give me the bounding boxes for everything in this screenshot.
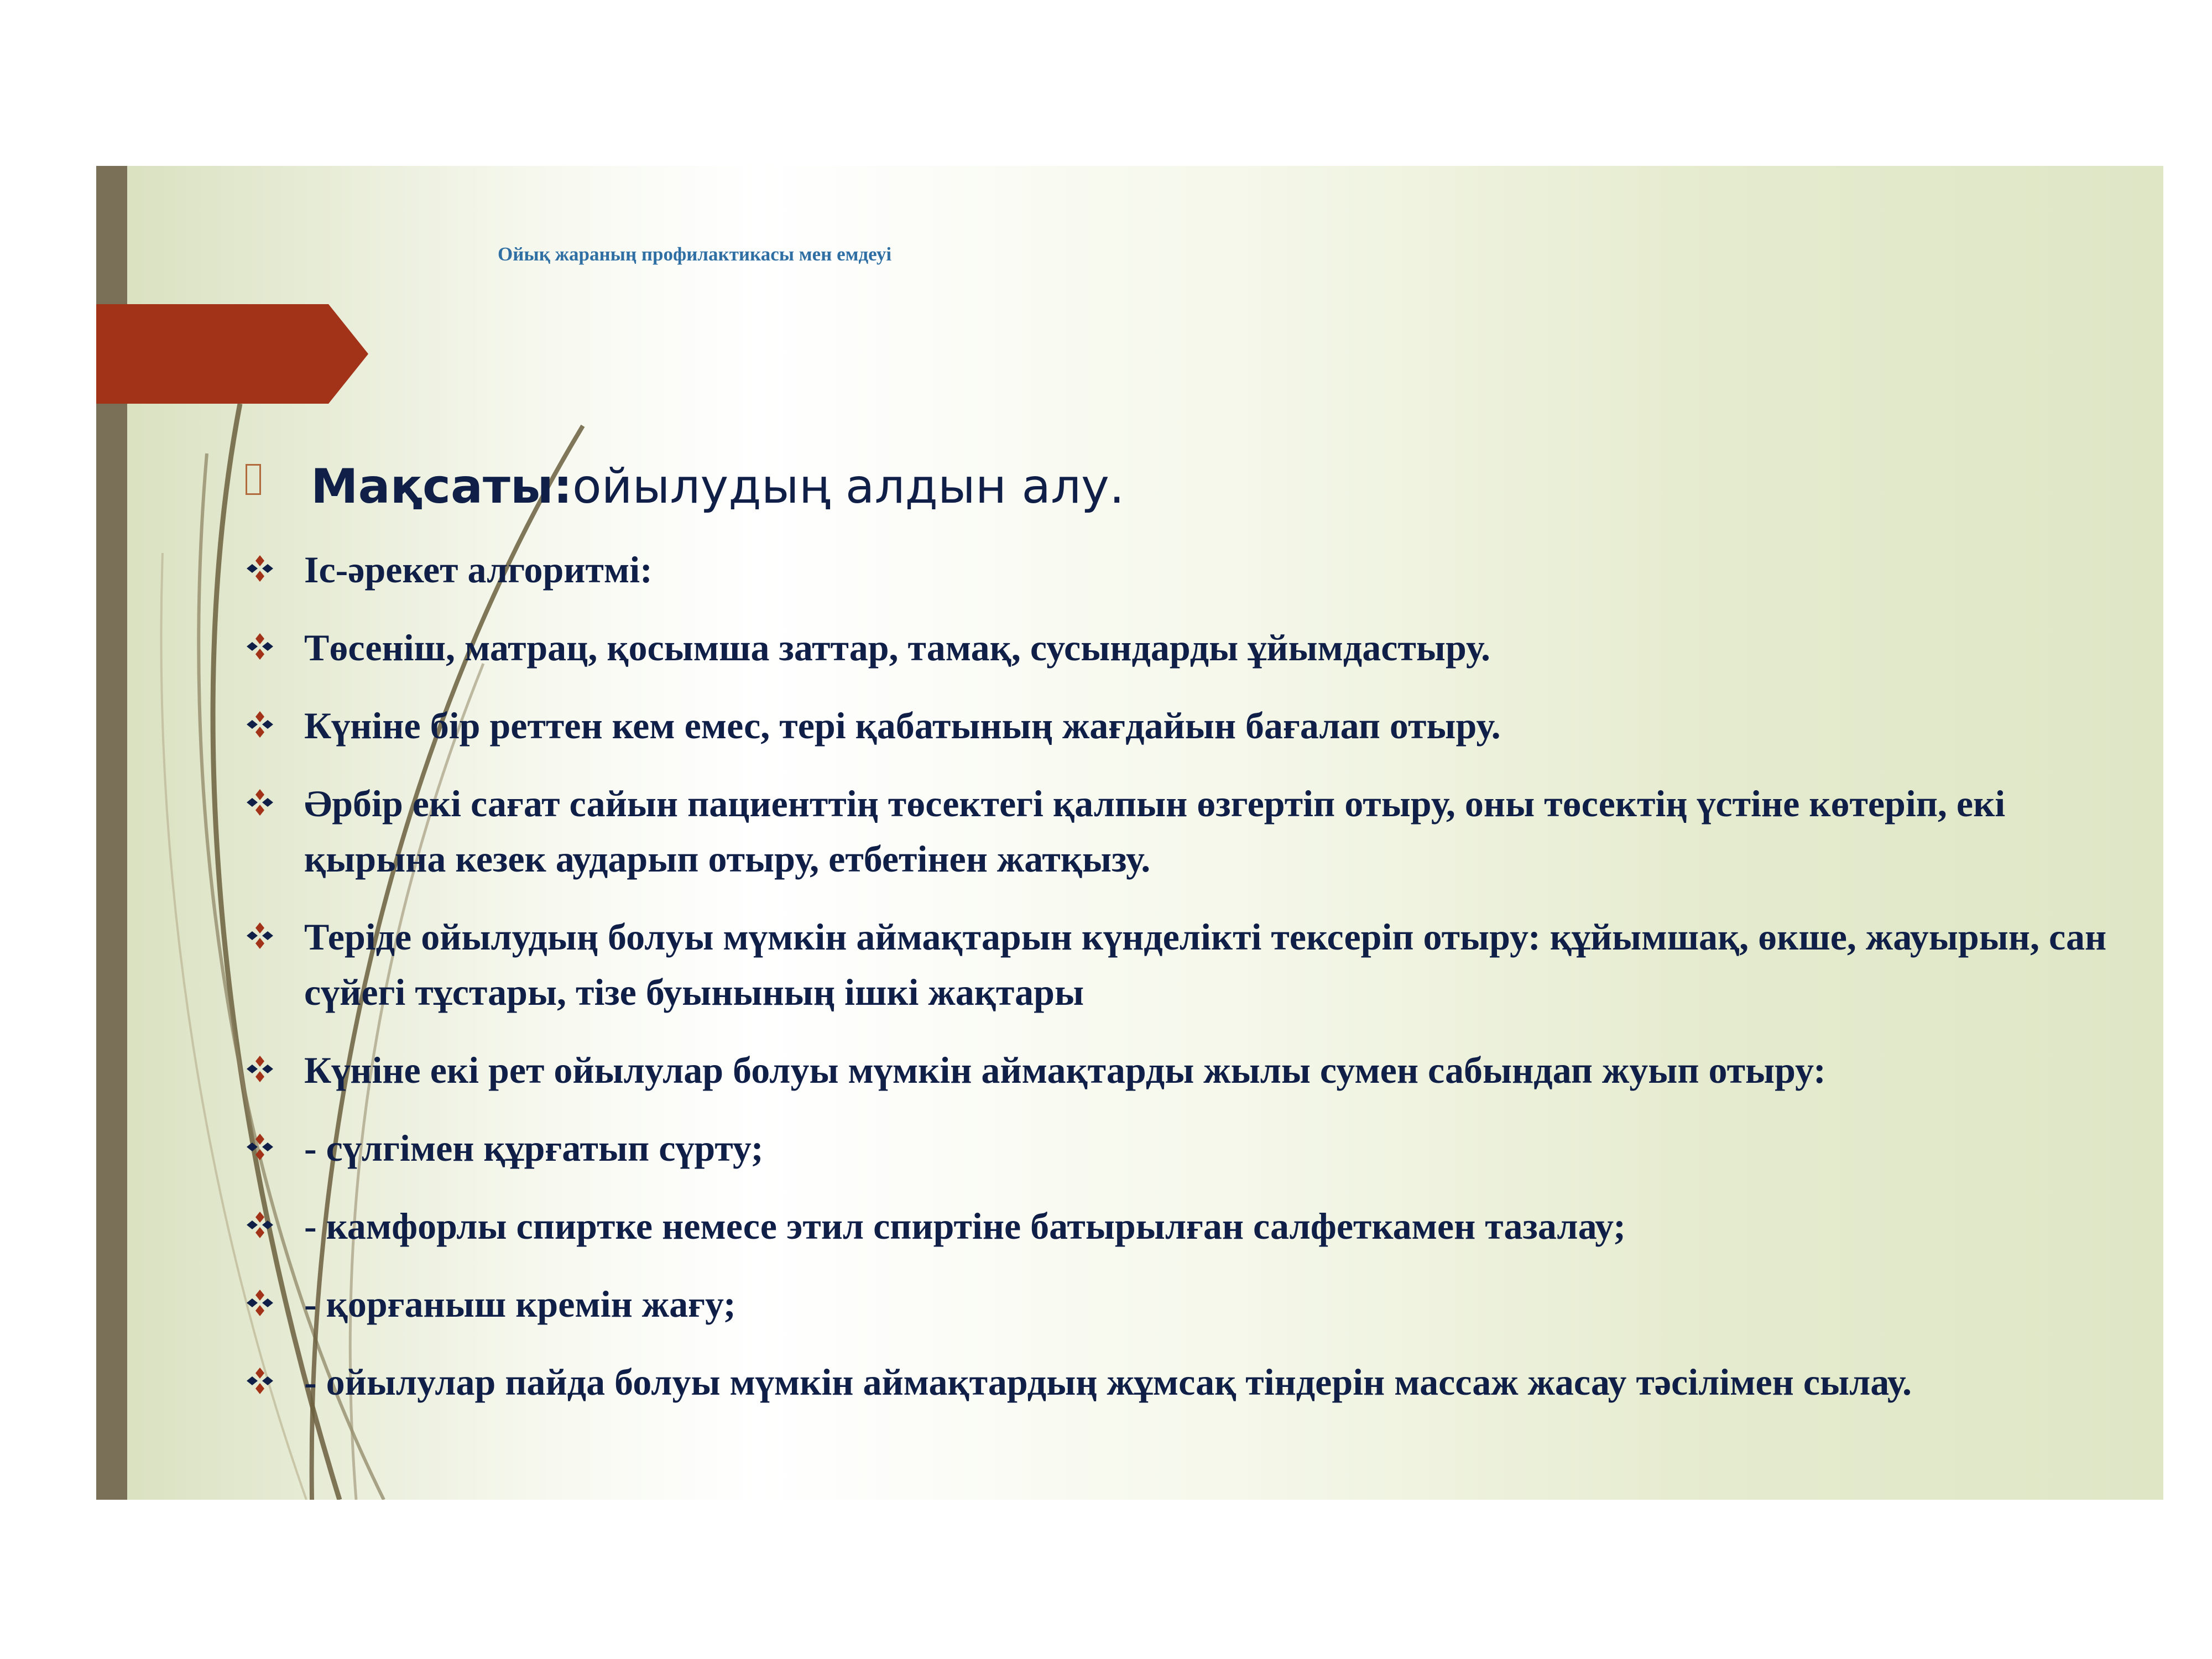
slide-title: Ойық жараның профилактикасы мен емдеуі [498,243,892,265]
list-item [246,1198,2126,1254]
four-diamond-bullet-icon [246,1055,274,1083]
four-diamond-bullet-icon [246,1366,274,1395]
list-item [246,620,2126,675]
four-diamond-bullet-icon [246,1211,274,1239]
four-diamond-bullet-icon [246,554,274,583]
list-item [246,698,2126,753]
four-diamond-bullet-icon [246,632,274,661]
list-item-text: Теріде ойылудың болуы мүмкін аймақтарын күнделікті тексеріп отыру: құйымшақ, өкше, жауырын, сан сүйегі тұстары, тізе буынының ішкі жақтары [304,916,2107,1013]
four-diamond-bullet-icon [246,921,274,950]
goal-line [246,459,1124,514]
four-diamond-bullet-icon [246,1133,274,1161]
hollow-square-bullet-icon [246,464,261,495]
list-item-text: Төсеніш, матрац, қосымша заттар, тамақ, сусындарды ұйымдастыру. [304,627,1491,669]
list-item-text: - қорғаныш кремін жағу; [304,1283,736,1325]
list-item [246,776,2126,886]
goal-text: ойылудың алдын алу. [572,459,1125,514]
list-item-text: Күніне бір реттен кем емес, тері қабатының жағдайын бағалап отыру. [304,705,1501,747]
goal-label: Мақсаты: [311,459,572,514]
four-diamond-bullet-icon [246,710,274,739]
list-item-text: Әрбір екі сағат сайын пациенттің төсектегі қалпын өзгертіп отыру, оны төсектің үстіне көтеріп, екі қырына кезек аударып отыру, етбетінен жатқызу. [304,782,2006,880]
list-item-text: Іс-әрекет алгоритмі: [304,549,653,591]
list-item [246,1042,2126,1098]
algorithm-list [246,542,2126,1432]
four-diamond-bullet-icon [246,788,274,817]
arrow-tab-shape [96,304,368,404]
slide [96,166,2163,1500]
list-item-text: - камфорлы спиртке немесе этил спиртіне батырылған салфеткамен тазалау; [304,1205,1626,1247]
list-item-text: Күніне екі рет ойылулар болуы мүмкін аймақтарды жылы сумен сабындап жуып отыру: [304,1049,1826,1091]
four-diamond-bullet-icon [246,1288,274,1317]
list-item [246,1276,2126,1332]
list-item [246,1120,2126,1176]
list-item [246,909,2126,1020]
list-item-text: - ойылулар пайда болуы мүмкін аймақтардың жұмсақ тіндерін массаж жасау тәсілімен сылау. [304,1361,1912,1403]
list-item [246,1354,2126,1410]
list-item [246,542,2126,597]
list-item-text: - сүлгімен құрғатып сүрту; [304,1127,764,1169]
